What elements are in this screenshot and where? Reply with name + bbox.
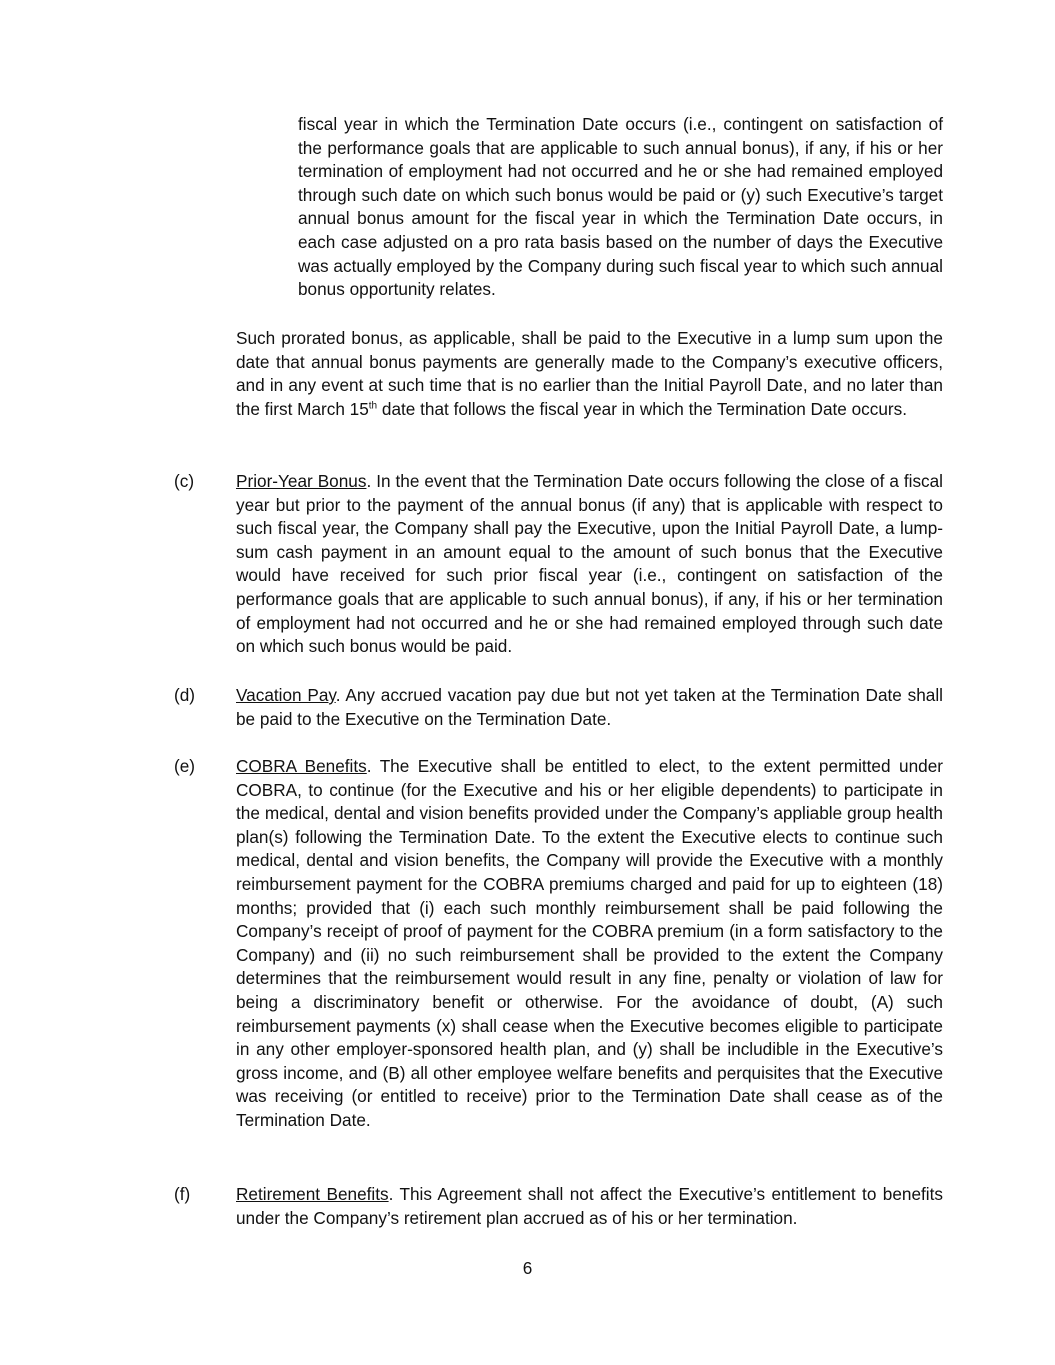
retirement-benefits-text: . This Agreement shall not affect the Executive’s entitlement to benefits under the Company’s retirement plan accrued as of his or her termination. — [236, 1184, 943, 1228]
prior-year-bonus-heading: Prior-Year Bonus — [236, 471, 367, 491]
cobra-benefits-paragraph — [236, 755, 943, 1133]
section-letter-c: (c) — [174, 471, 195, 491]
prorated-bonus-paragraph — [236, 327, 943, 421]
prorated-bonus-text: Such prorated bonus, as applicable, shall be paid to the Executive in a lump sum upon the date that annual bonus payments are generally made to the Company’s executive officers, and in any event at such time that is no earlier than the Initial Payroll Date, and no later than the first March 15 — [236, 328, 943, 419]
section-letter-e: (e) — [174, 756, 196, 776]
section-letter-f: (f) — [174, 1184, 191, 1204]
retirement-benefits-paragraph — [236, 1183, 943, 1230]
vacation-pay-heading: Vacation Pay — [236, 685, 336, 705]
page-number: 6 — [522, 1258, 533, 1278]
bonus-continuation-paragraph: fiscal year in which the Termination Date occurs (i.e., contingent on satisfaction of the performance goals that are applicable to such annual bonus), if any, if his or her termination of employment had not occurred and he or she had remained employed through such date on which such bonus would be paid or (y) such Executive’s target annual bonus amount for the fiscal year in which the Termination Date occurs, in each case adjusted on a pro rata basis based on the number of days the Executive was actually employed by the Company during such fiscal year to which such annual bonus opportunity relates. — [298, 114, 943, 300]
prior-year-bonus-text: . In the event that the Termination Date occurs following the close of a fiscal year but prior to the payment of the annual bonus (if any) that is applicable with respect to such fiscal year, the Company shall pay the Executive, upon the Initial Payroll Date, a lump-sum cash payment in an amount equal to the amount of such bonus that the Executive would have received for such prior fiscal year (i.e., contingent on satisfaction of the performance goals that are applicable to such annual bonus), if any, if his or her termination of employment had not occurred and he or she had remained employed through such date on which such bonus would be paid. — [236, 471, 944, 657]
section-letter-d: (d) — [174, 685, 196, 705]
vacation-pay-text: . Any accrued vacation pay due but not yet taken at the Termination Date shall be paid to the Executive on the Termination Date. — [236, 685, 943, 729]
prior-year-bonus-paragraph — [236, 470, 943, 659]
ordinal-superscript: th — [368, 400, 378, 412]
cobra-benefits-text: . The Executive shall be entitled to elect, to the extent permitted under COBRA, to continue (for the Executive and his or her eligible dependents) to participate in the medical, dental and vision benefits provided under the Company’s appliable group health plan(s) following the Termination Date. To the extent the Executive elects to continue such medical, dental and vision benefits, the Company will provide the Executive with a monthly reimbursement payment for the COBRA premiums charged and paid for up to eighteen (18) months; provided that (i) each such monthly reimbursement shall be paid following the Company’s receipt of proof of payment for the COBRA premium (in a form satisfactory to the Company) and (ii) no such reimbursement shall be provided to the extent the Company determines that the reimbursement would result in any fine, penalty or violation of law for being a discriminatory benefit or otherwise. For the avoidance of doubt, (A) such reimbursement payments (x) shall cease when the Executive becomes eligible to participate in any other employer-sponsored health plan, and (y) shall be includible in the Executive’s gross income, and (B) all other employee welfare benefits and perquisites that the Executive was receiving (or entitled to receive) prior to the Termination Date shall cease as of the Termination Date. — [236, 756, 943, 1130]
cobra-benefits-heading: COBRA Benefits — [236, 756, 367, 776]
prorated-bonus-text-end: date that follows the fiscal year in which the Termination Date occurs. — [377, 398, 908, 419]
retirement-benefits-heading: Retirement Benefits — [236, 1184, 389, 1204]
vacation-pay-paragraph — [236, 684, 943, 731]
